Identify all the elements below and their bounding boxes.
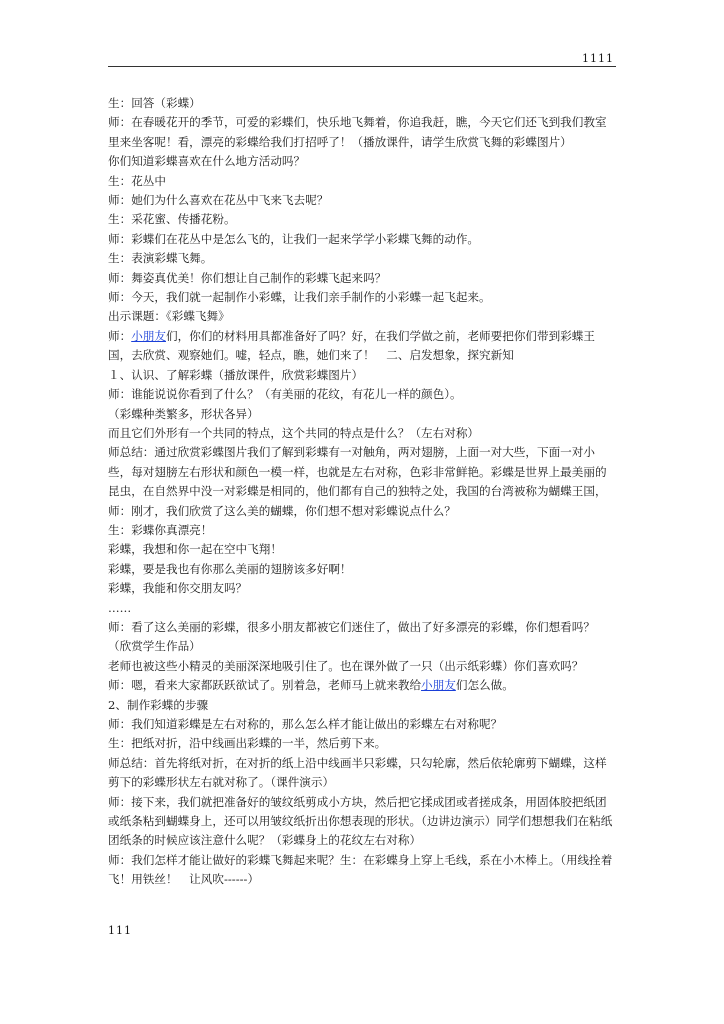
paragraph: 生：彩蝶你真漂亮！ [108,522,213,537]
paragraph: 彩蝶，我想和你一起在空中飞翔！ [108,542,282,557]
paragraph: 生：采花蜜、传播花粉。 [108,212,236,227]
paragraph: 生：表演彩蝶飞舞。 [108,251,213,266]
paragraph: 师：我们怎样才能让做好的彩蝶飞舞起来呢？生：在彩蝶身上穿上毛线，系在小木棒上。（用线拴着飞！用铁丝！ 让风吹------） [108,852,613,887]
paragraph: 师总结：通过欣赏彩蝶图片我们了解到彩蝶有一对触角，两对翅膀，上面一对大些，下面一对小些，每对翅膀左右形状和颜色一模一样，也就是左右对称，色彩非常鲜艳。彩蝶是世界上最美丽的昆虫，在自然界中没一对彩蝶是相同的，他们都有自己的独特之处，我国的台湾被称为蝴蝶王国， [108,445,607,499]
paragraph: 师：彩蝶们在花丛中是怎么飞的，让我们一起来学学小彩蝶飞舞的动作。 [108,231,480,246]
paragraph: 师：今天，我们就一起制作小彩蝶，让我们亲手制作的小彩蝶一起飞起来。 [108,290,491,305]
lesson-title: 出示课题：《彩蝶飞舞》 [108,309,230,324]
text-span: 们，你们的材料用具都准备好了吗？好，在我们学做之前，老师要把你们带到彩蝶王国，去欣赏、观察她们。嘘，轻点，瞧，她们来了！ 二、启发想象，探究新知 [108,328,595,363]
paragraph [108,676,618,695]
paragraph: 师：接下来，我们就把准备好的皱纹纸剪成小方块，然后把它揉成团或者搓成条，用固体胶把纸团或纸条粘到蝴蝶身上，还可以用皱纹纸折出你想表现的形状。（边讲边演示）同学们想想我们在粘纸团纸条的时候应该注意什么呢？（彩蝶身上的花纹左右对称） [108,794,613,848]
text-span: 师：嗯，看来大家都跃跃欲试了。别着急，老师马上就来教给 [108,678,422,693]
paragraph: 老师也被这些小精灵的美丽深深地吸引住了。也在课外做了一只（出示纸彩蝶）你们喜欢吗？ [108,658,584,673]
section-heading: 2、制作彩蝶的步骤 [108,697,209,712]
text-span: 们怎么做。 [455,678,514,693]
paragraph [108,327,618,366]
paragraph: 生：回答（彩蝶） [108,96,201,110]
header-divider [108,66,616,67]
paragraph: 师：看了这么美丽的彩蝶，很多小朋友都被它们迷住了，做出了好多漂亮的彩蝶，你们想看吗？（欣赏学生作品） [108,619,595,654]
paragraph: 师：在春暖花开的季节，可爱的彩蝶们，快乐地飞舞着，你追我赶，瞧，今天它们还飞到我们教室里来坐客呢！看，漂亮的彩蝶给我们打招呼了！（播放课件，请学生欣赏飞舞的彩蝶图片） [108,115,607,149]
document-body [108,94,618,890]
section-heading: １、认识、了解彩蝶（播放课件，欣赏彩蝶图片） [108,367,364,382]
paragraph: 师：舞姿真优美！你们想让自己制作的彩蝶飞起来吗？ [108,270,387,285]
paragraph: 师：刚才，我们欣赏了这么美的蝴蝶，你们想不想对彩蝶说点什么？ [108,503,456,518]
xiaopengyou-link[interactable]: 小朋友 [421,678,456,693]
text-span: 师： [108,328,132,343]
paragraph: 你们知道彩蝶喜欢在什么地方活动吗？ [108,154,306,169]
ellipsis: …… [108,600,132,615]
paragraph: 而且它们外形有一个共同的特点，这个共同的特点是什么？（左右对称） [108,425,480,440]
paragraph: 师：谁能说说你看到了什么？（有美丽的花纹，有花儿一样的颜色）。 [108,387,462,402]
paragraph: 师：她们为什么喜欢在花丛中飞来飞去呢？ [108,193,329,208]
footer-page-number: 111 [108,924,132,937]
paragraph: 彩蝶，要是我也有你那么美丽的翅膀该多好啊！ [108,561,352,576]
paragraph: 师总结：首先将纸对折，在对折的纸上沿中线画半只彩蝶，只勾轮廓，然后依轮廓剪下蝴蝶，这样剪下的彩蝶形状左右就对称了。（课件演示） [108,755,607,790]
paragraph: 彩蝶，我能和你交朋友吗？ [108,581,248,596]
paragraph: 师：我们知道彩蝶是左右对称的，那么怎么样才能让做出的彩蝶左右对称呢？ [108,717,503,731]
header-page-number: 1111 [582,52,614,65]
paragraph: 生：把纸对折，沿中线画出彩蝶的一半，然后剪下来。 [108,736,387,751]
xiaopengyou-link[interactable]: 小朋友 [131,328,166,343]
paragraph: （彩蝶种类繁多，形状各异） [108,406,259,421]
paragraph: 生：花丛中 [108,173,166,188]
